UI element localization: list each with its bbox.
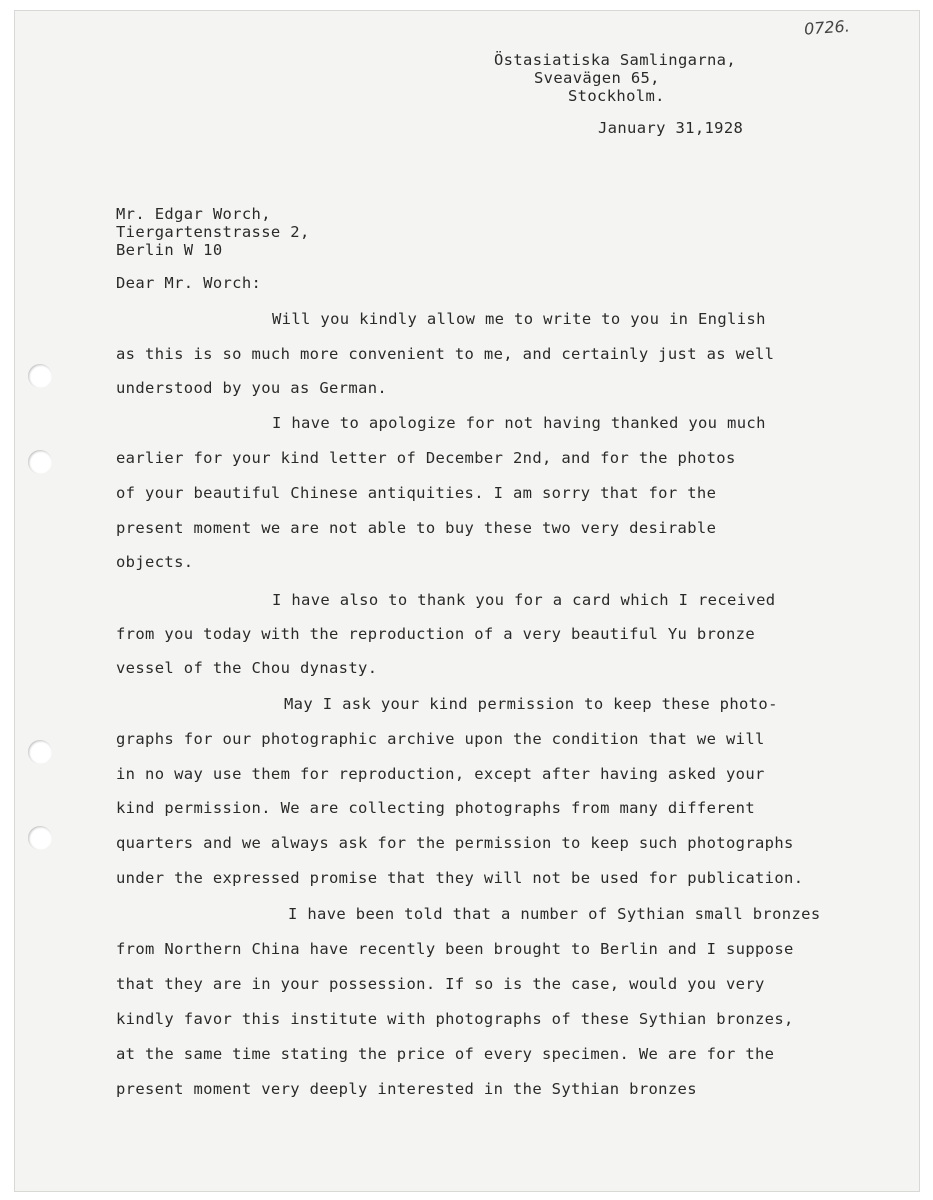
sender-address-line: Stockholm. (568, 87, 665, 105)
body-line: present moment we are not able to buy these two very desirable (116, 519, 717, 537)
body-line: kindly favor this institute with photographs of these Sythian bronzes, (116, 1010, 794, 1028)
punch-hole (28, 826, 52, 850)
recipient-address-line: Berlin W 10 (116, 241, 223, 259)
body-line: that they are in your possession. If so is the case, would you very (116, 975, 765, 993)
punch-hole (28, 740, 52, 764)
punch-hole (28, 450, 52, 474)
body-line: as this is so much more convenient to me, and certainly just as well (116, 345, 775, 363)
salutation: Dear Mr. Worch: (116, 274, 262, 292)
body-line: at the same time stating the price of every specimen. We are for the (116, 1045, 775, 1063)
body-line: quarters and we always ask for the permission to keep such photographs (116, 834, 794, 852)
body-line: present moment very deeply interested in the Sythian bronzes (116, 1080, 697, 1098)
body-line: May I ask your kind permission to keep these photo- (284, 695, 778, 713)
body-line: earlier for your kind letter of December 2nd, and for the photos (116, 449, 736, 467)
body-line: Will you kindly allow me to write to you in English (272, 310, 766, 328)
body-line: from Northern China have recently been brought to Berlin and I suppose (116, 940, 794, 958)
body-line: from you today with the reproduction of a very beautiful Yu bronze (116, 625, 755, 643)
sender-address-line: Sveavägen 65, (534, 69, 660, 87)
letter-date: January 31,1928 (598, 119, 744, 137)
body-line: under the expressed promise that they will not be used for publication. (116, 869, 804, 887)
recipient-address-line: Tiergartenstrasse 2, (116, 223, 310, 241)
body-line: I have also to thank you for a card which I received (272, 591, 776, 609)
sender-address-line: Östasiatiska Samlingarna, (494, 51, 737, 69)
body-line: in no way use them for reproduction, except after having asked your (116, 765, 765, 783)
recipient-address-line: Mr. Edgar Worch, (116, 205, 271, 223)
body-line: kind permission. We are collecting photographs from many different (116, 799, 755, 817)
body-line: I have been told that a number of Sythian small bronzes (288, 905, 821, 923)
body-line: understood by you as German. (116, 379, 388, 397)
body-line: vessel of the Chou dynasty. (116, 659, 378, 677)
body-line: objects. (116, 553, 194, 571)
archive-number: 0726. (803, 16, 851, 39)
punch-hole (28, 364, 52, 388)
body-line: graphs for our photographic archive upon the condition that we will (116, 730, 765, 748)
body-line: I have to apologize for not having thanked you much (272, 414, 766, 432)
body-line: of your beautiful Chinese antiquities. I am sorry that for the (116, 484, 717, 502)
